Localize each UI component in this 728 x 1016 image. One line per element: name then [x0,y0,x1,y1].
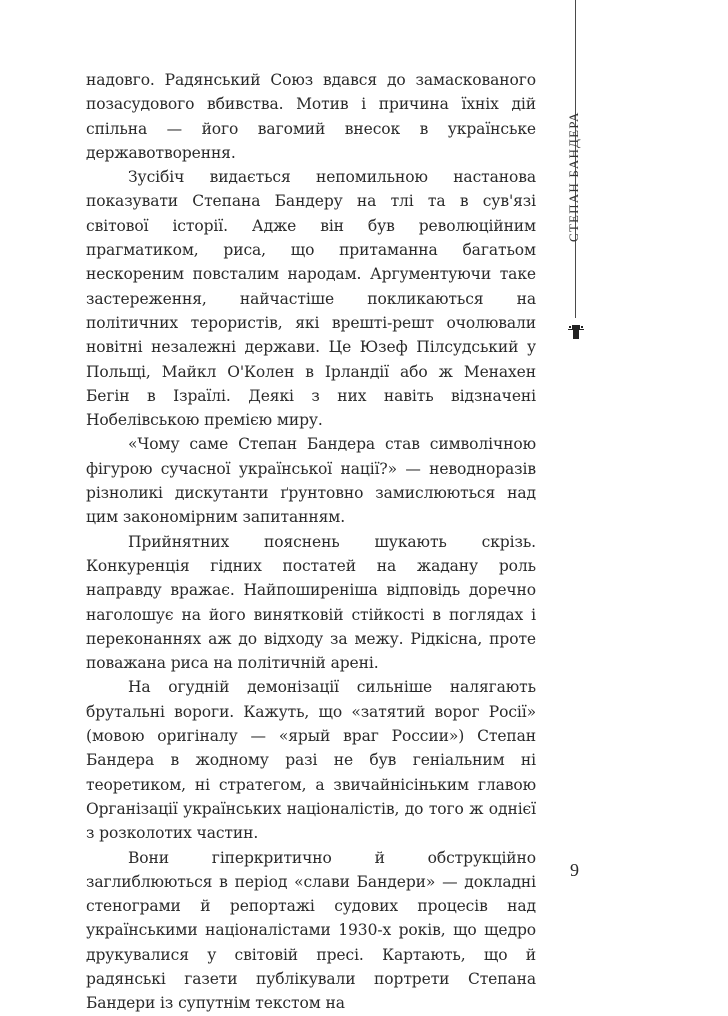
paragraph: «Чому саме Степан Бандера став символічною фігурою сучасної української нації?» — неводноразів різноликі дискутанти ґрунтовно замислюються над цим закономірним запитанням. [86,435,536,527]
paragraph: Прийнятних пояснень шукають скрізь. Конкуренція гідних постатей на жадану роль направду вражає. Найпоширеніша відповідь доречно наголошує на його винятковій стійкості в поглядах і переконаннях аж до відходу за межу. Рідкісна, проте поважана риса на політичній арені. [86,532,536,673]
paragraph: Зусібіч видається непомильною настанова показувати Степана Бандеру на тлі та в сув'язі світової історії. Адже він був революційним прагматиком, риса, що притаманна багатьом нескореним повсталим народам. Аргументуючи таке застереження, найчастіше покликаються на політичних терористів, які врешті-решт очолювали новітні незалежні держави. Це Юзеф Пілсудський у Польщі, Майкл О'Колен в Ірландії або ж Менахен Бегін в Ізраїлі. Деякі з них навіть відзначені Нобелівською премією миру. [86,168,536,430]
page-number: 9 [570,860,579,880]
paragraph: надовго. Радянський Союз вдався до замаскованого позасудового вбивства. Мотив і причина їхніх дій спільна — його вагомий внесок в українське державотворення. [86,71,536,162]
ornament-icon [567,324,585,340]
body-text [86,68,536,1016]
paragraph: На огудній демонізації сильніше налягають брутальні вороги. Кажуть, що «затятий ворог Росії» (мовою оригіналу — «ярый враг России») Степан Бандера в жодному разі не був геніальним ні теоретиком, ні стратегом, а звичайнісіньким главою Організації українських націоналістів, до того ж однієї з розколотих частин. [86,678,536,843]
paragraph: Вони гіперкритично й обструкційно заглиблюються в період «слави Бандери» — докладні стенограми й репортажі судових процесів над українськими націоналістами 1930-х років, що щедро друкувалися у світовій пресі. Картають, що й радянські газети публікували портрети Степана Бандери із супутнім текстом на [86,848,536,1013]
running-head: СТЕПАН БАНДЕРА [566,111,581,242]
